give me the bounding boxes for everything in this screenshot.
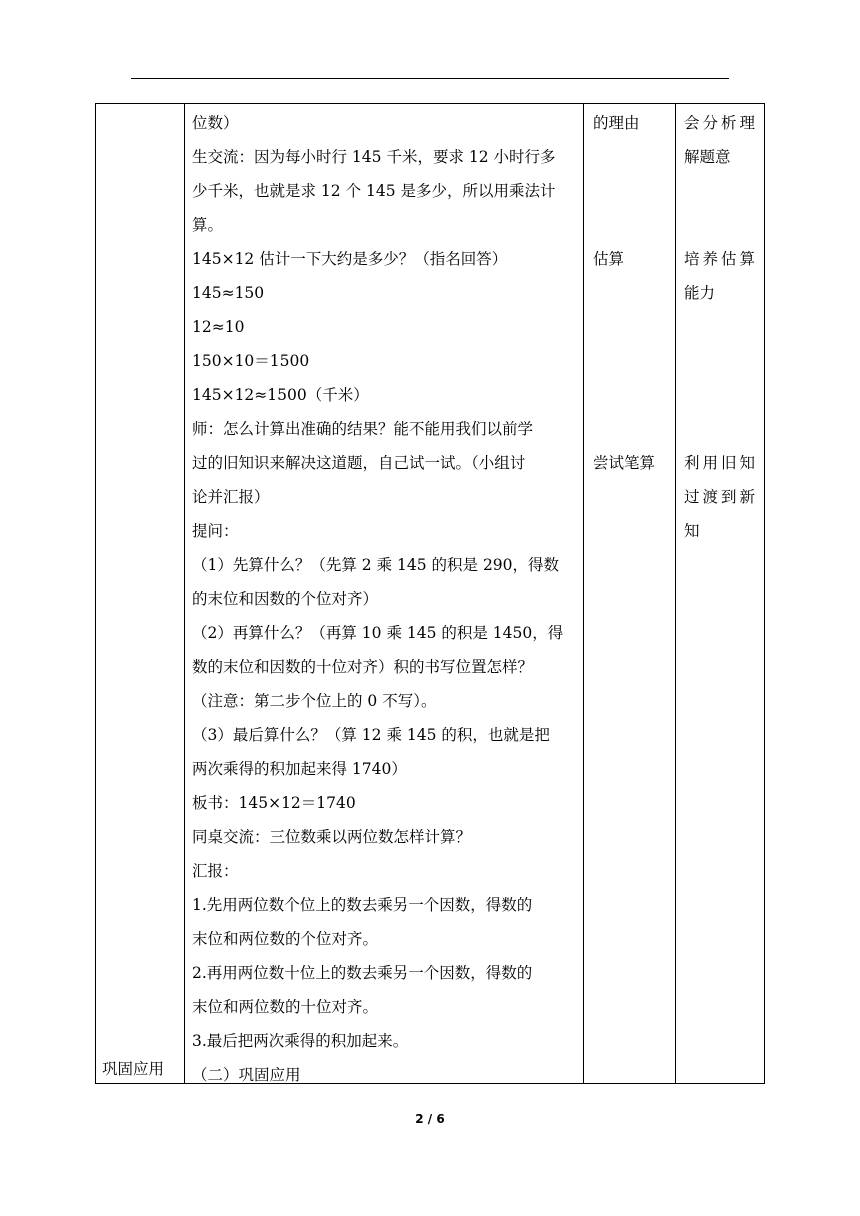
process-line: 150×10＝1500	[192, 352, 310, 370]
column-divider-2	[583, 103, 584, 1084]
column-divider-1	[184, 103, 185, 1084]
intent-estimate-line: 培养估算	[684, 250, 759, 268]
student-activity-try-cell	[593, 446, 677, 480]
lesson-table	[95, 103, 765, 1084]
process-line: 师：怎么计算出准确的结果？能不能用我们以前学	[192, 420, 534, 438]
process-line: 论并汇报）	[192, 488, 270, 506]
process-line: 两次乘得的积加起来得 1740）	[192, 760, 407, 778]
table-right-border	[764, 103, 765, 1084]
header-rule	[131, 78, 729, 79]
process-line: 生交流：因为每小时行 145 千米，要求 12 小时行多	[192, 148, 556, 166]
process-line: 2.再用两位数十位上的数去乘另一个因数，得数的	[192, 964, 533, 982]
process-line: 少千米，也就是求 12 个 145 是多少，所以用乘法计	[192, 182, 556, 200]
process-line: 145×12≈1500（千米）	[192, 386, 369, 404]
process-line: 145×12 估计一下大约是多少？（指名回答）	[192, 250, 508, 268]
process-line: 提问：	[192, 522, 239, 540]
process-line: 板书：145×12＝1740	[192, 794, 356, 812]
process-line: 算。	[192, 216, 224, 234]
process-line: 的末位和因数的个位对齐）	[192, 590, 379, 608]
process-line: 汇报：	[192, 862, 239, 880]
intent-estimate-line: 能力	[684, 284, 716, 302]
intent-transfer-line: 利用旧知	[684, 454, 759, 472]
process-line: 位数）	[192, 114, 239, 132]
intent-analyze-cell	[684, 106, 762, 174]
teaching-process-column	[192, 106, 563, 1092]
stage-label: 巩固应用	[102, 1060, 165, 1078]
student-activity-reason-cell	[593, 106, 677, 140]
process-line: 同桌交流：三位数乘以两位数怎样计算？	[192, 828, 472, 846]
intent-analyze-line: 会分析理	[684, 114, 759, 132]
process-line: 数的末位和因数的十位对齐）积的书写位置怎样？	[192, 658, 534, 676]
process-line: 145≈150	[192, 284, 265, 302]
page-number: 2 / 6	[415, 1112, 445, 1126]
process-line: （3）最后算什么？（算 12 乘 145 的积，也就是把	[192, 726, 550, 744]
process-line: 末位和两位数的个位对齐。	[192, 930, 379, 948]
process-line: （2）再算什么？（再算 10 乘 145 的积是 1450，得	[192, 624, 564, 642]
intent-transfer-line: 知	[684, 522, 700, 540]
intent-transfer-cell	[684, 446, 762, 548]
process-line: （二）巩固应用	[192, 1066, 301, 1084]
student-activity-estimate: 估算	[593, 250, 625, 268]
process-line: 12≈10	[192, 318, 245, 336]
process-line: 1.先用两位数个位上的数去乘另一个因数，得数的	[192, 896, 533, 914]
table-left-border	[95, 103, 96, 1084]
process-line: 过的旧知识来解决这道题，自己试一试。（小组讨	[192, 454, 526, 472]
table-top-border	[95, 103, 765, 104]
student-activity-try-written: 尝试笔算	[593, 454, 656, 472]
intent-estimate-cell	[684, 242, 762, 310]
process-line: （1）先算什么？（先算 2 乘 145 的积是 290，得数	[192, 556, 560, 574]
student-activity-estimate-cell	[593, 242, 677, 276]
process-line: 3.最后把两次乘得的积加起来。	[192, 1032, 409, 1050]
intent-transfer-line: 过渡到新	[684, 488, 759, 506]
intent-analyze-line: 解题意	[684, 148, 731, 166]
student-activity-reason: 的理由	[593, 114, 640, 132]
process-line: 末位和两位数的十位对齐。	[192, 998, 379, 1016]
process-line: （注意：第二步个位上的 0 不写）。	[192, 692, 437, 710]
